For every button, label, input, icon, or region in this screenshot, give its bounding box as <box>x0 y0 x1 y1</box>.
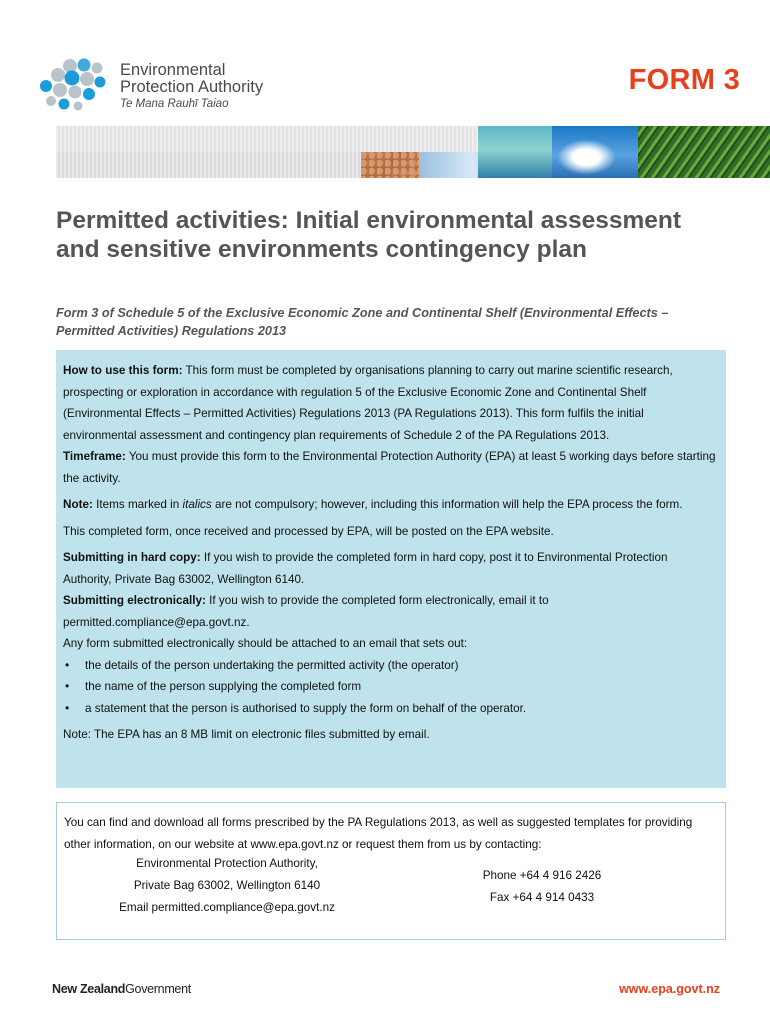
logo-text-line1: Environmental <box>120 61 226 79</box>
list-item: • the name of the person supplying the completed form <box>63 676 718 698</box>
contact-address <box>97 853 357 919</box>
contact-phone-fax <box>477 865 607 909</box>
banner-sand-image <box>361 152 419 178</box>
list-item: • the details of the person undertaking the permitted activity (the operator) <box>63 655 718 677</box>
email-contents-list <box>63 655 718 720</box>
address-line2: Private Bag 63002, Wellington 6140 <box>133 879 321 892</box>
attach-paragraph: Any form submitted electronically should be attached to an email that sets out: <box>63 637 468 650</box>
epa-logo <box>34 58 284 118</box>
hardcopy-label: Submitting in hard copy: <box>63 551 201 564</box>
timeframe-paragraph <box>63 446 718 489</box>
footer-website-link[interactable]: www.epa.govt.nz <box>619 982 720 996</box>
banner-sky-image <box>552 126 638 178</box>
hardcopy-text: If you wish to provide the completed form in hard copy, post it to Environmental Protection Authority, Private Bag 63002, Wellington 6140. <box>63 551 668 586</box>
electronic-label: Submitting electronically: <box>63 594 206 607</box>
contact-fax: Fax +64 4 914 0433 <box>489 891 595 904</box>
how-to-use-text: This form must be completed by organisations planning to carry out marine scientific research, prospecting or exploration in accordance with regulation 5 of the Exclusive Economic Zone and Continental Shelf (Environmental Effects – Permitted Activities) Regulations 2013 (PA Regulations 2013). This form fulfils the initial environmental assessment and contingency plan requirements of Schedule 2 of the PA Regulations 2013. <box>63 364 673 442</box>
note-label: Note: <box>63 498 93 511</box>
header-banner-image <box>56 126 770 178</box>
electronic-paragraph <box>63 590 718 633</box>
banner-texture-bottom <box>56 152 361 178</box>
hardcopy-paragraph <box>63 547 718 590</box>
list-item: • a statement that the person is authorised to supply the form on behalf of the operator. <box>63 698 718 720</box>
epa-logo-mark-icon <box>34 58 114 118</box>
how-to-use-paragraph <box>63 360 718 446</box>
timeframe-text: You must provide this form to the Environmental Protection Authority (EPA) at least 5 working days before starting the activity. <box>63 450 716 485</box>
logo-text-line2: Protection Authority <box>120 78 264 96</box>
how-to-use-label: How to use this form: <box>63 364 183 377</box>
note-text-end: are not compulsory; however, including this information will help the EPA process the form. <box>211 498 683 511</box>
banner-fern-image <box>638 126 770 178</box>
note-paragraph <box>63 494 718 516</box>
electronic-text: If you wish to provide the completed form electronically, email it to permitted.compliance@epa.govt.nz. <box>63 594 549 629</box>
contact-email[interactable]: Email permitted.compliance@epa.govt.nz <box>119 901 335 914</box>
note-italics-word: italics <box>182 498 212 511</box>
note-text-start: Items marked in <box>92 498 183 511</box>
contact-phone: Phone +64 4 916 2426 <box>482 869 602 882</box>
nz-government-logo <box>52 982 191 996</box>
page-subtitle: Form 3 of Schedule 5 of the Exclusive Economic Zone and Continental Shelf (Environmental Effects – Permitted Activities) Regulations 2013 <box>56 306 669 338</box>
address-line1: Environmental Protection Authority, <box>136 857 318 870</box>
page-title: Permitted activities: Initial environmental assessment and sensitive environments contingency plan <box>56 207 681 263</box>
posted-paragraph: This completed form, once received and processed by EPA, will be posted on the EPA website. <box>63 524 554 538</box>
banner-texture-top <box>56 126 478 152</box>
banner-sea-image <box>478 126 552 178</box>
timeframe-label: Timeframe: <box>63 450 126 463</box>
form-number: FORM 3 <box>628 64 740 96</box>
nz-government-logo-bold: New Zealand <box>52 982 126 996</box>
logo-text-maori: Te Mana Rauhī Taiao <box>120 98 229 110</box>
instructions-box <box>56 350 726 788</box>
file-limit-note: Note: The EPA has an 8 MB limit on electronic files submitted by email. <box>63 728 430 741</box>
contact-intro: You can find and download all forms prescribed by the PA Regulations 2013, as well as suggested templates for providing other information, on our website at www.epa.govt.nz or request them from us by contacting: <box>64 816 693 851</box>
contact-box <box>56 802 726 940</box>
nz-government-logo-rest: Government <box>125 982 191 996</box>
